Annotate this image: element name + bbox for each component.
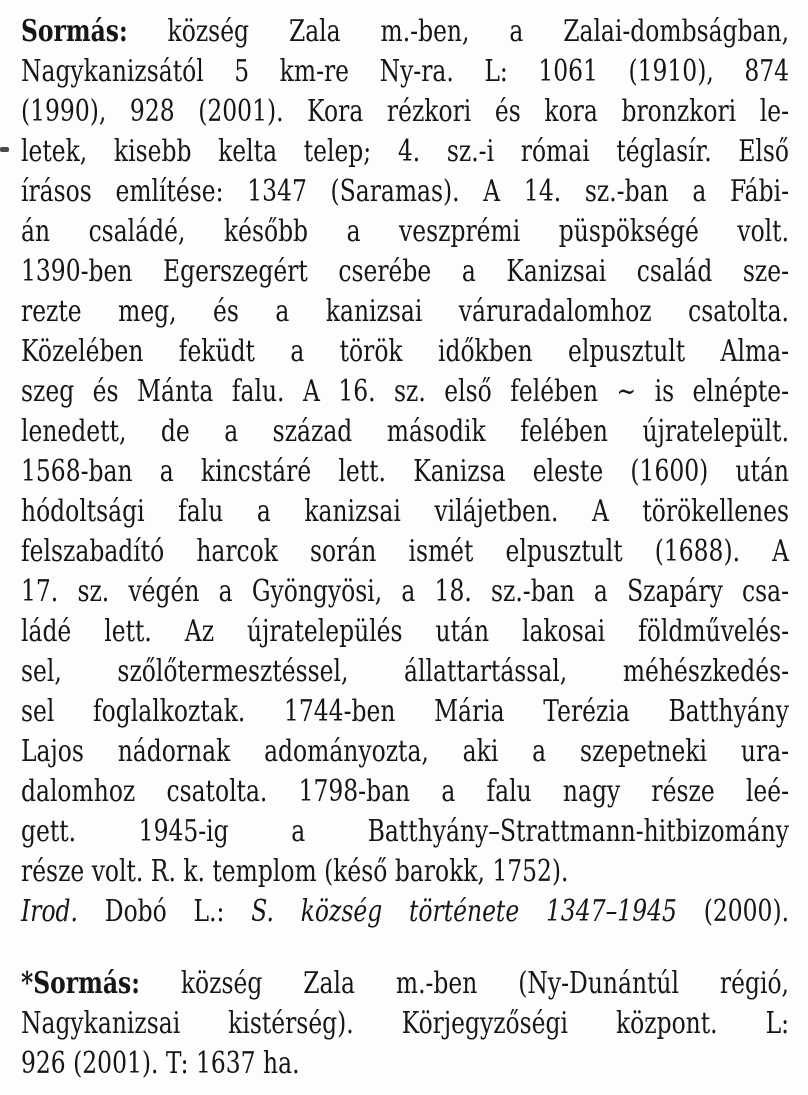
text-line bbox=[21, 852, 789, 892]
text-segment-roman: község Zala m.-ben (Ny-Dunántúl régió, bbox=[139, 966, 790, 1001]
text-line bbox=[21, 964, 789, 1004]
text-line bbox=[21, 1044, 789, 1084]
text-segment-italic: S. község története 1347–1945 bbox=[251, 894, 677, 929]
text-segment-roman: Nagykanizsától 5 km-re Ny-ra. L: 1061 (1910), 874 bbox=[21, 54, 790, 89]
text-segment-roman: 1568-ban a kincstáré lett. Kanizsa eleste (1600) után bbox=[21, 454, 790, 489]
text-line bbox=[21, 12, 789, 52]
text-line bbox=[21, 532, 789, 572]
text-line bbox=[21, 812, 789, 852]
text-segment-roman: része volt. R. k. templom (késő barokk, 1752). bbox=[21, 854, 569, 889]
text-segment-roman: sel, szőlőtermesztéssel, állattartással, méhészkedés- bbox=[21, 654, 790, 689]
text-segment-roman: írásos említése: 1347 (Saramas). A 14. sz.-ban a Fábi- bbox=[21, 174, 790, 209]
text-segment-roman: (1990), 928 (2001). Kora rézkori és kora bronzkori le- bbox=[21, 94, 790, 129]
text-segment-bold: *Sormás: bbox=[21, 966, 140, 1001]
text-segment-roman: 17. sz. végén a Gyöngyösi, a 18. sz.-ban a Szapáry csa- bbox=[21, 574, 790, 609]
text-line bbox=[21, 612, 789, 652]
text-line bbox=[21, 572, 789, 612]
text-line bbox=[21, 332, 789, 372]
text-line bbox=[21, 52, 789, 92]
text-segment-roman: Közelében feküdt a török időkben elpusztult Alma- bbox=[21, 334, 790, 369]
text-line bbox=[21, 692, 789, 732]
text-segment-roman: Nagykanizsai kistérség). Körjegyzőségi központ. L: bbox=[21, 1006, 790, 1041]
text-line bbox=[21, 372, 789, 412]
text-segment-roman: 1390-ben Egerszegért cserébe a Kanizsai család sze- bbox=[21, 254, 790, 289]
text-segment-bold: Sormás: bbox=[21, 14, 128, 49]
text-segment-roman: dalomhoz csatolta. 1798-ban a falu nagy része leé- bbox=[21, 774, 790, 809]
text-segment-roman: 926 (2001). T: 1637 ha. bbox=[21, 1046, 300, 1081]
text-line bbox=[21, 212, 789, 252]
text-line bbox=[21, 652, 789, 692]
left-margin-mark-artifact bbox=[0, 147, 9, 152]
text-line bbox=[21, 492, 789, 532]
text-segment-roman: letek, kisebb kelta telep; 4. sz.-i római téglasír. Első bbox=[21, 134, 790, 169]
text-segment-roman: hódoltsági falu a kanizsai vilájetben. A törökellenes bbox=[21, 494, 790, 529]
text-segment-roman: (2000). bbox=[676, 894, 790, 929]
text-segment-roman: Lajos nádornak adományozta, aki a szepetneki ura- bbox=[21, 734, 790, 769]
text-segment-roman: Dobó L.: bbox=[77, 894, 252, 929]
text-segment-roman: felszabadító harcok során ismét elpusztult (1688). A bbox=[21, 534, 790, 569]
text-line bbox=[21, 772, 789, 812]
text-segment-italic: Irod. bbox=[21, 894, 78, 929]
entry-sormas-historical bbox=[21, 12, 789, 932]
text-line bbox=[21, 252, 789, 292]
text-line bbox=[21, 92, 789, 132]
text-segment-roman: ládé lett. Az újratelepülés után lakosai földművelés- bbox=[21, 614, 790, 649]
text-line bbox=[21, 732, 789, 772]
text-segment-roman: án családé, később a veszprémi püspökségé volt. bbox=[21, 214, 790, 249]
text-segment-roman: sel foglalkoztak. 1744-ben Mária Terézia Batthyány bbox=[21, 694, 790, 729]
text-segment-roman: gett. 1945-ig a Batthyány–Strattmann-hitbizomány bbox=[21, 814, 790, 849]
text-line bbox=[21, 292, 789, 332]
text-segment-roman: rezte meg, és a kanizsai váruradalomhoz csatolta. bbox=[21, 294, 790, 329]
text-line bbox=[21, 452, 789, 492]
text-line bbox=[21, 892, 789, 932]
text-line bbox=[21, 132, 789, 172]
text-segment-roman: község Zala m.-ben, a Zalai-dombságban, bbox=[127, 14, 790, 49]
text-line bbox=[21, 1004, 789, 1044]
text-line bbox=[21, 172, 789, 212]
text-line bbox=[21, 412, 789, 452]
text-segment-roman: szeg és Mánta falu. A 16. sz. első felében ~ is elnépte- bbox=[21, 374, 790, 409]
text-segment-roman: lenedett, de a század második felében újratelepült. bbox=[21, 414, 790, 449]
entries bbox=[21, 12, 789, 1084]
entry-sormas-modern bbox=[21, 964, 789, 1084]
